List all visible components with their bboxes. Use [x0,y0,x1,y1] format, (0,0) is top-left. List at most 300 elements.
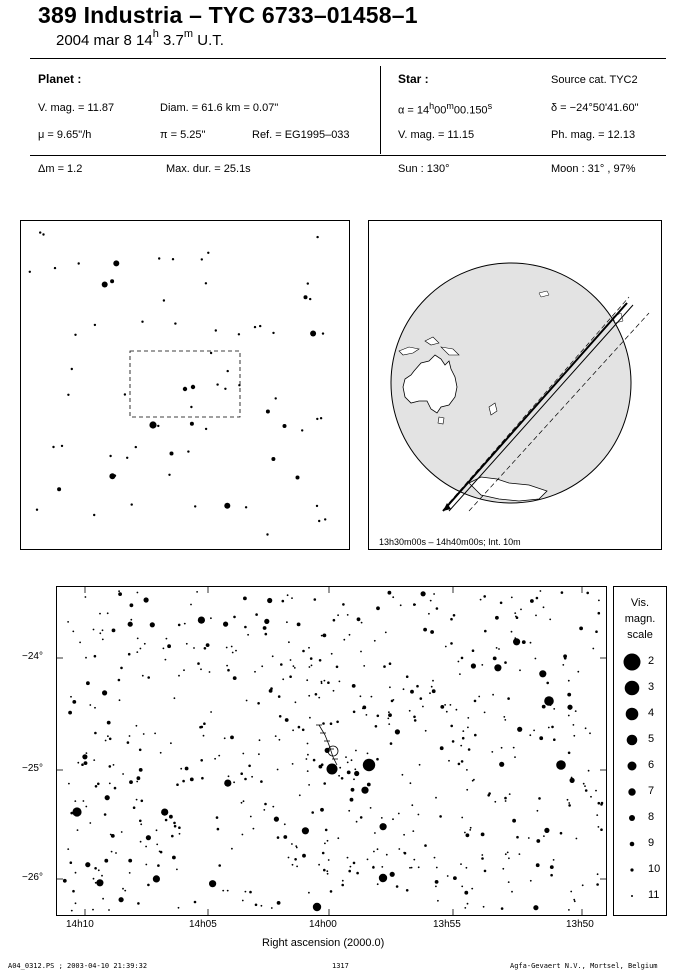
map-star [311,665,313,667]
finder-star [309,298,311,300]
map-star [501,907,504,910]
map-star [447,875,449,877]
finder-star [307,282,309,284]
finder-star [57,487,61,491]
map-star [133,806,136,809]
planet-reference: Ref. = EG1995–033 [252,129,350,141]
finder-star [259,325,261,327]
map-star [462,730,464,732]
map-star [450,725,453,728]
map-star [274,817,279,822]
map-star [471,888,473,890]
finder-chart-panel [20,220,350,550]
map-star [435,797,437,799]
map-star [577,671,579,673]
map-star [483,595,486,598]
map-star [147,676,150,679]
map-star [145,864,147,866]
map-star [309,666,311,668]
map-star [542,705,546,709]
map-star [231,646,233,648]
map-star [353,862,356,865]
legend-magnitude-symbol [628,762,637,771]
footer-page: 1317 [332,962,349,970]
map-star [68,711,72,715]
map-star [82,754,87,759]
map-star [464,907,466,909]
map-star [83,800,85,802]
map-star [193,647,195,649]
map-star [296,847,298,849]
map-star [584,785,586,787]
map-star [99,613,101,615]
map-star [242,834,244,836]
map-star [272,806,274,808]
map-star [139,820,142,823]
finder-star [135,446,137,448]
legend-magnitude-label: 4 [648,707,655,719]
map-star [588,770,590,772]
map-star [235,650,237,652]
map-star [487,794,490,797]
alpha-second-unit: s [487,101,493,111]
finder-star [149,421,156,428]
map-star [585,789,588,792]
map-star [308,695,310,697]
map-star [199,726,202,729]
finder-star [113,260,119,266]
minute-unit: m [183,28,194,40]
map-star [469,829,471,831]
map-star [328,859,330,861]
finder-star [316,418,318,420]
legend-magnitude-label: 9 [648,837,655,849]
map-star [374,832,376,834]
map-star [286,621,288,623]
map-star [323,634,327,638]
map-star [84,761,88,765]
map-star [308,784,310,786]
map-star-bright [363,759,375,771]
map-star [93,759,95,761]
map-star [351,788,355,792]
asteroid-track-ticks [316,725,338,759]
page-title: 389 Industria – TYC 6733–01458–1 [38,2,418,28]
finder-star [109,455,111,457]
map-star [105,795,110,800]
finder-star [71,368,73,370]
map-star [336,666,339,669]
map-star [109,783,111,785]
finder-star [296,476,300,480]
map-star [156,829,158,831]
map-star [498,648,500,650]
legend-magnitude-symbol [629,815,635,821]
finder-star [114,475,116,477]
map-star [494,664,501,671]
finder-star [74,334,76,336]
map-star [302,729,305,732]
map-star [579,627,583,631]
map-star [224,737,226,739]
finder-star [310,331,316,337]
map-star [418,866,420,868]
map-star [255,904,258,907]
map-star [536,863,540,867]
map-star [288,641,290,643]
map-star [370,807,372,809]
map-star [130,619,132,621]
finder-star [124,393,126,395]
legend-magnitude-symbol [625,681,640,696]
map-star [269,689,273,693]
map-star [343,639,345,641]
map-star [260,780,263,783]
map-star [129,735,131,737]
star-vmag: V. mag. = 11.15 [398,129,475,141]
magnitude-legend [613,586,667,916]
map-star [257,702,260,705]
finder-star [320,417,322,419]
finder-star [61,445,63,447]
map-star [597,873,599,875]
finder-star [272,332,274,334]
finder-star [131,503,133,505]
map-star [393,699,395,701]
map-star [481,664,483,666]
map-star [357,617,361,621]
map-star [598,826,600,828]
map-star [183,669,185,671]
map-star [513,747,515,749]
map-star [136,799,138,801]
map-star [77,762,79,764]
map-star [445,646,447,648]
map-star [302,854,306,858]
finder-star [187,450,189,452]
header-mid-rule [30,155,666,156]
map-star [478,696,480,698]
y-tick-label: −26° [22,872,43,883]
map-star [233,781,235,783]
map-star [95,785,98,788]
map-star-bright [379,874,387,882]
hour-unit: h [152,28,159,40]
map-star [114,787,117,790]
map-star [539,670,546,677]
finder-star [36,509,38,511]
map-star [586,592,589,595]
map-star [198,617,205,624]
map-star [367,783,371,787]
map-star [367,753,369,755]
map-star [322,852,325,855]
map-star [585,727,587,729]
map-star [296,866,298,868]
map-star [398,813,400,815]
map-star [144,597,149,602]
map-star [327,840,329,842]
map-star [176,869,178,871]
map-star [265,633,268,636]
map-star [495,616,499,620]
map-star [501,747,503,749]
map-star [243,800,245,802]
map-star [356,872,359,875]
map-star [184,623,186,625]
legend-magnitude-symbol [631,895,633,897]
map-star-bright [313,903,321,911]
map-star [288,857,290,859]
map-star [430,600,432,602]
finder-star [194,505,196,507]
map-star [85,862,90,867]
footer-file: A04_0312.PS ; 2003-04-10 21:39:32 [8,962,148,970]
map-star [178,826,181,829]
map-star [500,602,503,605]
finder-star [210,352,212,354]
finder-star [238,333,240,335]
map-star [142,675,144,677]
map-star [548,727,550,729]
map-star [264,803,267,806]
map-star [72,631,74,633]
sun-elongation: Sun : 130° [398,163,450,175]
map-star [210,711,212,713]
map-star [153,875,160,882]
finder-star [266,533,268,535]
map-star [203,735,205,737]
map-star [433,593,435,595]
map-star [517,727,522,732]
map-star [156,844,158,846]
map-star [320,808,324,812]
map-star [107,721,111,725]
map-star [550,874,553,877]
map-star [376,758,379,761]
map-star [502,868,504,870]
header-top-rule [30,58,666,59]
map-star [99,632,101,634]
map-star [413,716,416,719]
map-star [291,597,293,599]
map-star [371,696,373,698]
map-star [314,598,317,601]
map-star [470,827,472,829]
map-star [86,681,90,685]
map-star [411,804,413,806]
map-star [360,816,363,819]
finder-star [93,514,95,516]
y-tick-label: −24° [22,651,43,662]
finder-star [157,425,159,427]
map-star [461,760,464,763]
map-star [196,591,198,593]
map-star [165,659,167,661]
map-star [241,802,243,804]
map-star [416,685,419,688]
map-star [85,657,87,659]
map-star [360,695,362,697]
map-star [324,680,326,682]
map-star [375,725,378,728]
map-star [180,768,182,770]
map-star [227,669,230,672]
map-star [119,699,121,701]
map-star [544,828,549,833]
map-star [481,833,485,837]
map-star [111,834,115,838]
map-star [403,834,405,836]
map-star [576,838,578,840]
map-star [294,667,296,669]
map-star [474,734,477,737]
map-star [249,891,252,894]
map-star [471,663,476,668]
map-star [160,752,162,754]
map-star [261,905,263,907]
map-star [186,643,188,645]
map-star [163,648,165,650]
finder-star [271,457,275,461]
map-star [560,832,563,835]
map-star [327,873,329,875]
map-star [166,638,168,640]
map-star [589,732,591,734]
map-star [172,856,176,860]
finder-star [170,452,174,456]
map-star [561,591,564,594]
event-datetime [56,30,224,49]
map-star [102,629,104,631]
map-star [388,591,392,595]
event-minutes: 3.7 [158,32,184,49]
map-star [514,612,516,614]
map-star [461,657,464,660]
map-star [549,619,551,621]
map-star [598,600,600,602]
map-star [414,604,416,606]
map-star [63,879,67,883]
map-star [410,782,412,784]
map-star [94,655,97,658]
map-star [573,899,575,901]
map-star [113,764,115,766]
finder-star [141,321,143,323]
alpha-prefix: α = 14 [398,104,430,117]
map-star [376,606,380,610]
map-star [453,876,457,880]
map-star [330,890,333,893]
map-star [377,883,379,885]
map-star [338,775,340,777]
map-star [311,811,314,814]
map-star [538,797,541,800]
map-star [107,612,109,614]
map-star [122,773,124,775]
map-star [278,695,281,698]
finder-star [224,388,226,390]
map-star [595,790,597,792]
map-star [136,725,138,727]
map-star [169,815,173,819]
legend-magnitude-label: 7 [648,785,655,797]
finder-star [205,428,207,430]
finder-star [201,258,203,260]
planet-heading: Planet : [38,72,82,86]
globe-panel [368,220,662,550]
map-star [515,616,517,618]
map-star [136,651,138,653]
map-star [232,652,234,654]
map-star [141,800,144,803]
map-star [143,733,145,735]
map-star [466,867,468,869]
map-star [462,737,465,740]
map-star [251,776,253,778]
map-star [590,796,592,798]
map-star [568,680,570,682]
map-star [242,753,244,755]
map-star [120,667,123,670]
legend-magnitude-label: 8 [648,811,655,823]
map-star [366,714,368,716]
map-star [353,778,355,780]
map-star [431,686,433,688]
finder-star [94,324,96,326]
map-star [118,679,121,682]
map-star [360,651,362,653]
map-star [282,600,285,603]
map-star [466,769,468,771]
finder-star [266,410,270,414]
finder-chart [21,221,351,551]
finder-star [216,383,218,385]
map-star [467,717,469,719]
map-star [450,704,452,706]
finder-star [168,474,170,476]
map-star [250,816,252,818]
map-star [341,777,344,780]
map-star [341,884,344,887]
map-star-bright [72,807,81,816]
map-star [253,828,255,830]
map-star [209,671,211,673]
map-star [323,869,326,872]
map-star [362,706,366,710]
finder-star [158,257,160,259]
map-star [414,719,417,722]
map-star [72,890,75,893]
finder-star [190,422,194,426]
map-star [543,835,545,837]
map-star [233,616,236,619]
finder-star [39,231,41,233]
map-star [347,857,349,859]
map-star [277,769,279,771]
map-star [231,848,233,850]
map-star [573,735,575,737]
map-star [575,710,577,712]
planet-vmag: V. mag. = 11.87 [38,102,115,114]
legend-magnitude-symbol [627,735,638,746]
map-star [352,684,356,688]
map-star [92,909,94,911]
map-star [436,867,438,869]
map-star [112,629,116,633]
map-star [85,596,87,598]
tasmania-landmass [438,417,444,424]
